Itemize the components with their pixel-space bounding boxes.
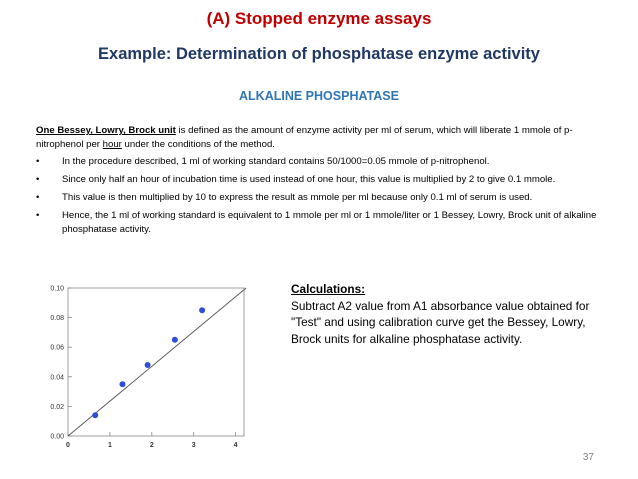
body-text bbox=[36, 124, 604, 241]
bullet-symbol: • bbox=[36, 174, 40, 185]
calculations-heading: Calculations: bbox=[291, 282, 366, 296]
x-tick-label: 0 bbox=[66, 442, 70, 449]
bullet-text: Hence, the 1 ml of working standard is equivalent to 1 mmole per ml or 1 mmole/liter or 1 Bessey, Lowry, Brock unit of alkaline phosphatase activity. bbox=[62, 210, 597, 235]
y-tick-label: 0.06 bbox=[50, 344, 64, 352]
data-point bbox=[199, 307, 205, 313]
calculations-text: Subtract A2 value from A1 absorbance value obtained for "Test" and using calibration curve get the Bessey, Lowry, Brock units for alkaline phosphatase activity. bbox=[291, 298, 590, 346]
bullet-symbol: • bbox=[36, 156, 40, 167]
x-tick-label: 4 bbox=[233, 442, 238, 449]
definition-paragraph bbox=[36, 124, 604, 152]
data-point bbox=[172, 337, 178, 343]
y-tick-label: 0.08 bbox=[50, 315, 64, 323]
slide-title: (A) Stopped enzyme assays bbox=[206, 9, 432, 28]
y-tick-label: 0.00 bbox=[50, 433, 64, 441]
slide-subtitle: Example: Determination of phosphatase enzyme activity bbox=[98, 45, 540, 63]
definition-term: One Bessey, Lowry, Brock unit bbox=[36, 125, 176, 136]
y-tick-label: 0.04 bbox=[50, 374, 64, 382]
data-point bbox=[145, 362, 151, 368]
bullet-symbol: • bbox=[36, 210, 40, 221]
y-tick-label: 0.10 bbox=[50, 285, 64, 293]
definition-underlined: hour bbox=[102, 139, 122, 150]
data-point bbox=[119, 381, 125, 387]
page-number: 37 bbox=[582, 452, 594, 463]
bullet-text: This value is then multiplied by 10 to express the result as mmole per ml because only 0.1 ml of serum is used. bbox=[62, 192, 533, 203]
bullet-list bbox=[36, 155, 604, 237]
bullet-text: In the procedure described, 1 ml of working standard contains 50/1000=0.05 mmole of p-nitrophenol. bbox=[62, 156, 490, 167]
list-item bbox=[36, 209, 604, 237]
x-tick-label: 1 bbox=[107, 442, 112, 449]
x-tick-label: 2 bbox=[149, 442, 154, 449]
section-heading: ALKALINE PHOSPHATASE bbox=[239, 89, 399, 103]
x-tick-label: 3 bbox=[191, 442, 196, 449]
bullet-text: Since only half an hour of incubation time is used instead of one hour, this value is multiplied by 2 to give 0.1 mmole. bbox=[62, 174, 556, 185]
calibration-chart bbox=[36, 280, 252, 458]
data-point bbox=[92, 412, 98, 418]
list-item bbox=[36, 155, 604, 169]
list-item bbox=[36, 191, 604, 205]
definition-text-after: under the conditions of the method. bbox=[121, 139, 275, 150]
calculations-box bbox=[291, 281, 591, 347]
y-tick-label: 0.02 bbox=[50, 403, 64, 411]
definition-text-before: is defined as the amount of enzyme activity per ml of serum, which will liberate 1 mmole of p-nitrophenol per bbox=[36, 125, 573, 150]
list-item bbox=[36, 173, 604, 187]
bullet-symbol: • bbox=[36, 192, 40, 203]
